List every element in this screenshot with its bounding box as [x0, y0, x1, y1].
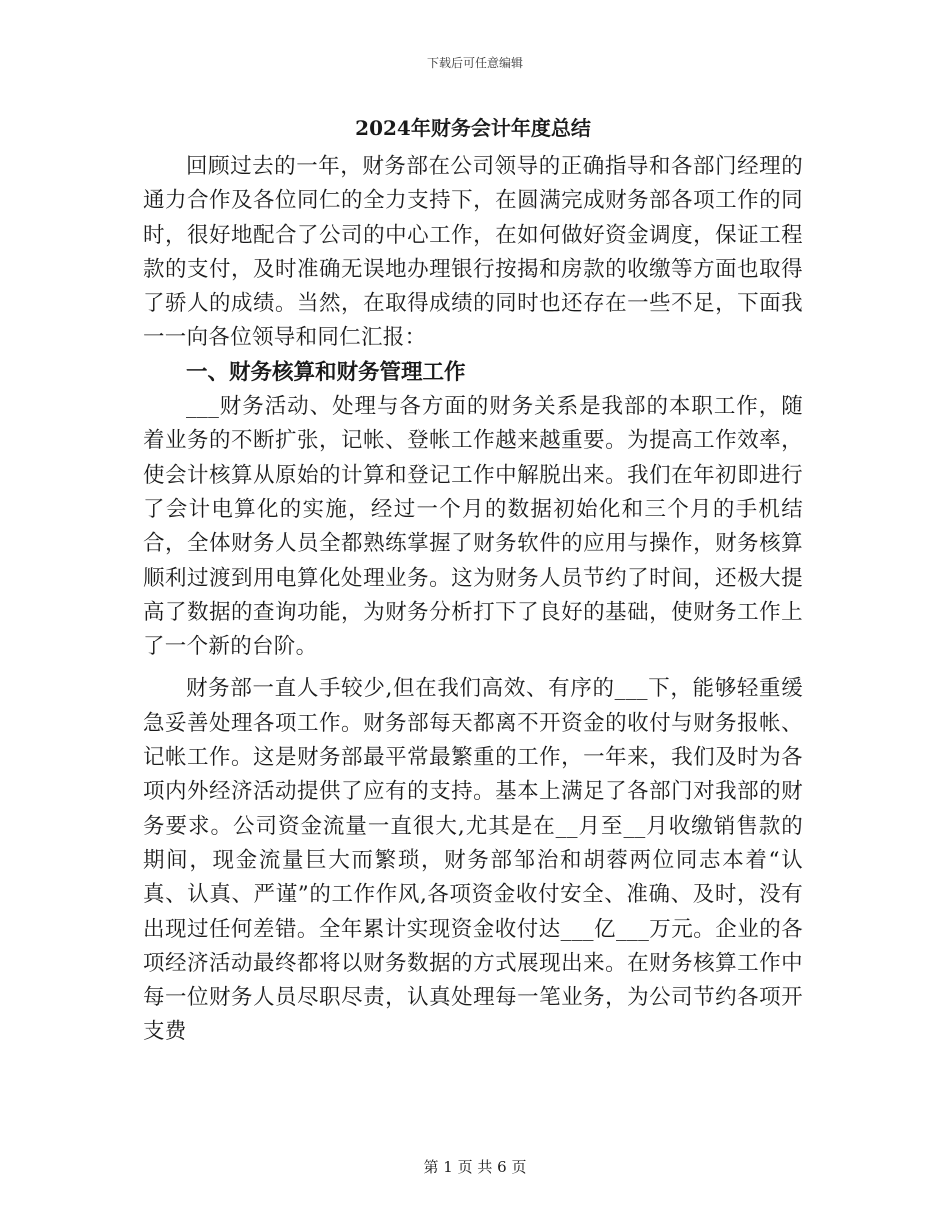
section-paragraph-1: ___财务活动、处理与各方面的财务关系是我部的本职工作，随着业务的不断扩张，记帐、登帐工作越来越重要。为提高工作效率，使会计核算从原始的计算和登记工作中解脱出来。我们在年初即进行了会计电算化的实施，经过一个月的数据初始化和三个月的手机结合，全体财务人员全都熟练掌握了财务软件的应用与操作，财务核算顺利过渡到用电算化处理业务。这为财务人员节约了时间，还极大提高了数据的查询功能，为财务分析打下了良好的基础，使财务工作上了一个新的台阶。	[143, 394, 803, 660]
header-note: 下载后可任意编辑	[426, 56, 523, 70]
section-heading: 一、财务核算和财务管理工作	[186, 359, 466, 385]
section-paragraph-2: 财务部一直人手较少,但在我们高效、有序的___下，能够轻重缓急妥善处理各项工作。财务部每天都离不开资金的收付与财务报帐、记帐工作。这是财务部最平常最繁重的工作，一年来，我们及时为各项内外经济活动提供了应有的支持。基本上满足了各部门对我部的财务要求。公司资金流量一直很大,尤其是在__月至__月收缴销售款的期间，现金流量巨大而繁琐，财务部邹治和胡蓉两位同志本着“认真、认真、严谨”的工作作风,各项资金收付安全、准确、及时，没有出现过任何差错。全年累计实现资金收付达___亿___万元。企业的各项经济活动最终都将以财务数据的方式展现出来。在财务核算工作中每一位财务人员尽职尽责，认真处理每一笔业务，为公司节约各项开支费	[143, 676, 803, 1045]
document-title: 2024年财务会计年度总结	[355, 116, 591, 140]
document-body	[143, 112, 803, 1050]
intro-paragraph: 回顾过去的一年，财务部在公司领导的正确指导和各部门经理的通力合作及各位同仁的全力支持下，在圆满完成财务部各项工作的同时，很好地配合了公司的中心工作，在如何做好资金调度，保证工程款的支付，及时准确无误地办理银行按揭和房款的收缴等方面也取得了骄人的成绩。当然，在取得成绩的同时也还存在一些不足，下面我一一向各位领导和同仁汇报：	[143, 154, 803, 351]
page-footer: 第 1 页 共 6 页	[423, 1158, 527, 1176]
